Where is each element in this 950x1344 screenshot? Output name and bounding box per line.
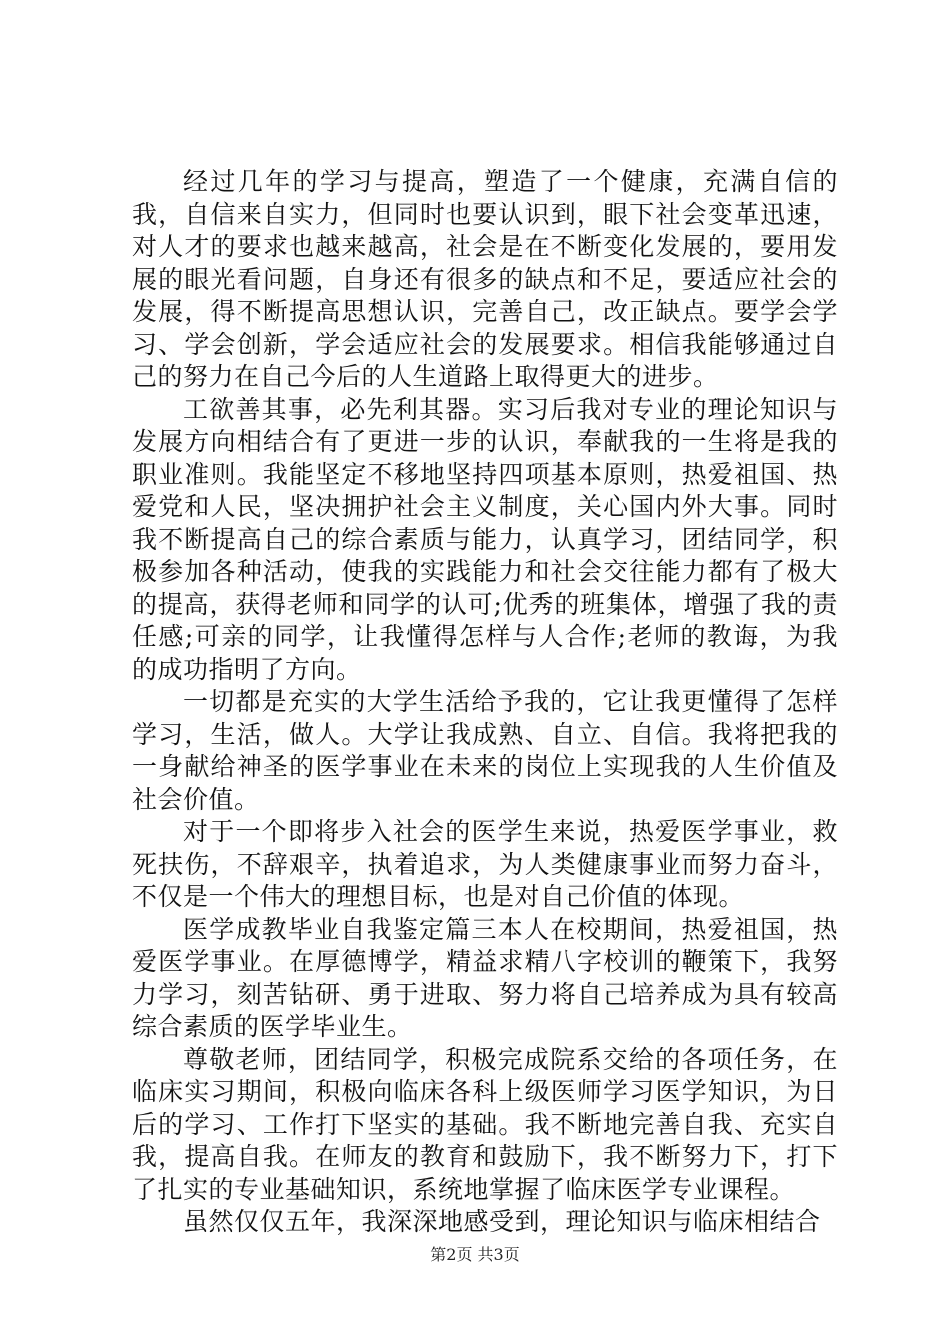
paragraph-1: 经过几年的学习与提高，塑造了一个健康，充满自信的我，自信来自实力，但同时也要认识到，眼下社会变革迅速，对人才的要求也越来越高，社会是在不断变化发展的，要用发展的眼光看问题，自身还有很多的缺点和不足，要适应社会的发展，得不断提高思想认识，完善自己，改正缺点。要学会学习、学会创新，学会适应社会的发展要求。相信我能够通过自己的努力在自己今后的人生道路上取得更大的进步。 bbox=[132, 167, 838, 391]
document-body bbox=[132, 166, 838, 1239]
paragraph-3: 一切都是充实的大学生活给予我的，它让我更懂得了怎样学习，生活，做人。大学让我成熟、自立、自信。我将把我的一身献给神圣的医学事业在未来的岗位上实现我的人生价值及社会价值。 bbox=[132, 687, 838, 814]
paragraph-4: 对于一个即将步入社会的医学生来说，热爱医学事业，救死扶伤，不辞艰辛，执着追求，为人类健康事业而努力奋斗，不仅是一个伟大的理想目标，也是对自己价值的体现。 bbox=[132, 817, 838, 911]
page-number-label: 第2页 共3页 bbox=[430, 1245, 520, 1264]
paragraph-2: 工欲善其事，必先利其器。实习后我对专业的理论知识与发展方向相结合有了更进一步的认识，奉献我的一生将是我的职业准则。我能坚定不移地坚持四项基本原则，热爱祖国、热爱党和人民，坚决拥护社会主义制度，关心国内外大事。同时我不断提高自己的综合素质与能力，认真学习，团结同学，积极参加各种活动，使我的实践能力和社会交往能力都有了极大的提高，获得老师和同学的认可;优秀的班集体，增强了我的责任感;可亲的同学，让我懂得怎样与人合作;老师的教诲，为我的成功指明了方向。 bbox=[132, 394, 838, 684]
paragraph-5: 医学成教毕业自我鉴定篇三本人在校期间，热爱祖国，热爱医学事业。在厚德博学，精益求精八字校训的鞭策下，我努力学习，刻苦钻研、勇于进取、努力将自己培养成为具有较高综合素质的医学毕业生。 bbox=[132, 914, 838, 1041]
paragraph-7: 虽然仅仅五年，我深深地感受到，理论知识与临床相结合 bbox=[183, 1207, 821, 1236]
paragraph-6: 尊敬老师，团结同学，积极完成院系交给的各项任务，在临床实习期间，积极向临床各科上级医师学习医学知识，为日后的学习、工作打下坚实的基础。我不断地完善自我、充实自我，提高自我。在师友的教育和鼓励下，我不断努力下，打下了扎实的专业基础知识，系统地掌握了临床医学专业课程。 bbox=[132, 1044, 838, 1204]
page-footer bbox=[0, 1245, 950, 1265]
